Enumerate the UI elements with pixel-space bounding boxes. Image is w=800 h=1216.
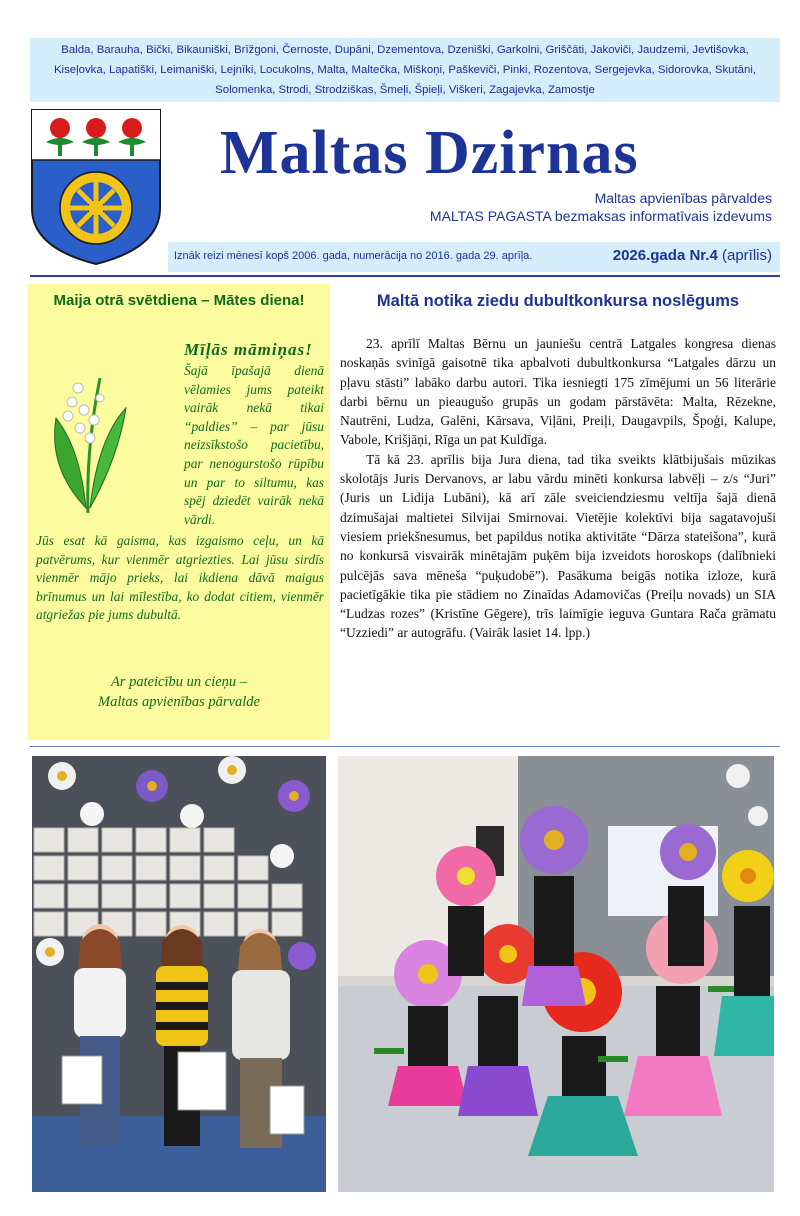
issue-info-bar — [168, 242, 780, 272]
publication-note: Iznāk reizi mēnesī kopš 2006. gada, numerācija no 2016. gada 29. aprīļa. — [174, 250, 533, 262]
greeting-paragraph-1: Šajā īpašajā dienā vēlamies jums pateikt vairāk nekā tikai “paldies” – par jūsu neizsīkstošo pacietību, par nenogurstošo rūpību un par to siltumu, kas spēj dziedēt vairāk nekā vārdi. — [184, 363, 324, 527]
newspaper-title: Maltas Dzirnas — [220, 119, 639, 187]
greeting-heading: Maija otrā svētdiena – Mātes diena! — [53, 292, 305, 309]
greeting-sign-line-1: Ar pateicību un cieņu – — [110, 674, 248, 690]
issue-month: (aprīlis) — [721, 247, 772, 264]
greeting-paragraph-2: Jūs esat kā gaisma, kas izgaismo ceļu, un kā patvērums, kur vienmēr atgriezties. Lai jūsu sirdīs vienmēr mājo prieks, lai ikdiena dāvā maigus brīnumus un lai mīlestība, ko dodat citiem, vienmēr atgriežas pie jums dubultā. — [36, 533, 324, 623]
villages-list: Balda, Barauha, Bički, Bikauniški, Brīžgoni, Černoste, Dupāni, Dzementova, Dzeniški, Garkolni, Griščāti, Jakoviči, Jaudzemi, Jevtišovka, Kiseļovka, Lapatiški, Leimaniški, Lejnīki, Locukolns, Malta, Maltečka, Miškoņi, Paškeviči, Pinki, Rozentova, Sergejevka, Sidorovka, Skutāni, Solomenka, Strodi, Strodziškas, Šmeļi, Špieļi, Viškeri, Zagajevka, Zamostje — [30, 38, 780, 102]
greeting-salutation: Mīļās māmiņas! — [184, 340, 313, 359]
article-paragraph-1: 23. aprīlī Maltas Bērnu un jauniešu centrā Latgales kongresa dienas noskaņās svinīgā gaisotnē tika apbalvoti dubultkonkursa “Latgales dārzu un pļavu stāsti” labāko darbu autori. Tika iesniegti 175 zīmējumi un 56 literārie darbi bērnu un pieaugušo grupās un godam pārstāvēta: Malta, Rēzekne, Nautrēni, Ludza, Galēni, Kārsava, Viļāni, Preiļi, Daugavpils, Špoģi, Kalupe, Vabole, Krišjāņi, Rīga un pat Kuldīga. — [340, 336, 776, 448]
issue-number — [613, 247, 772, 264]
article-headline: Maltā notika ziedu dubultkonkursa noslēgums — [376, 292, 740, 310]
article-body — [340, 334, 776, 643]
greeting-box — [28, 284, 330, 740]
lily-of-the-valley-icon — [38, 358, 138, 518]
issue-label: 2026.gada Nr.4 — [612, 247, 718, 264]
coat-of-arms-icon — [30, 108, 162, 266]
photo-award-winners — [32, 756, 326, 1192]
subtitle-description: MALTAS PAGASTA bezmaksas informatīvais izdevums — [429, 208, 772, 224]
greeting-sign-line-2: Maltas apvienības pārvalde — [98, 694, 260, 710]
header-divider — [30, 275, 780, 277]
article-paragraph-2: Tā kā 23. aprīlis bija Jura diena, tad tika sveikts klātbijušais mūzikas skolotājs Juris Dervanovs, ar labu vārdu minēti konkursa labvēļi – z/s “Juri” (Juris un Lidija Lubāni), kā arī zāle sveiciendziesmu veltīja šajā dienā dzimušajai maltietei Silvijai Smirnovai. Vietējie kolektīvi bija sagatavojuši viesiem priekšnesumus, bet papildus notika aktivitāte “Dārza stateišona”, kurā no konkursā visvairāk minētajām puķēm bija izveidots horoskops (dalībnieki pulcējās sava mēneša “puķudobē”). Pasākuma beigās notika izloze, kurā pacietīgākie tika pie stādiem no Zinaīdas Adamovičas (Preiļu novads) un SIA “Ludzas rozes” (Kristīne Gēgere), trīs laimīgie ieguva Guntara Rača grāmatu “Uzziedi” ar autogrāfu. (Vairāk lasiet 14. lpp.) — [340, 451, 776, 641]
section-divider — [30, 746, 780, 747]
subtitle-publisher: Maltas apvienības pārvaldes — [594, 190, 772, 206]
photo-dance-performance — [338, 756, 774, 1192]
